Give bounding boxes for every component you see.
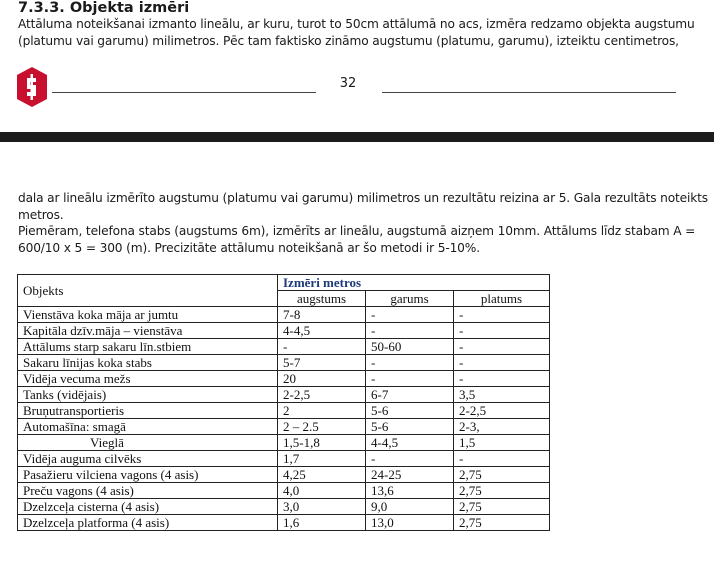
dimensions-group-header: Izmēri metros xyxy=(278,275,550,291)
length-cell: - xyxy=(366,323,454,339)
width-cell: 1,5 xyxy=(454,435,550,451)
table-row xyxy=(18,419,550,435)
object-name-cell: Preču vagons (4 asis) xyxy=(18,483,278,499)
height-cell: - xyxy=(278,339,366,355)
table-row xyxy=(18,323,550,339)
length-cell: 24-25 xyxy=(366,467,454,483)
height-cell: 4-4,5 xyxy=(278,323,366,339)
length-cell: 9,0 xyxy=(366,499,454,515)
width-cell: - xyxy=(454,371,550,387)
object-name-cell: Automašīna: smagā xyxy=(18,419,278,435)
length-column-header: garums xyxy=(366,291,454,307)
height-cell: 1,6 xyxy=(278,515,366,531)
table-row xyxy=(18,483,550,499)
width-cell: 2-3, xyxy=(454,419,550,435)
section-heading: 7.3.3. Objekta izmēri xyxy=(18,0,190,16)
height-cell: 5-7 xyxy=(278,355,366,371)
width-cell: 2-2,5 xyxy=(454,403,550,419)
length-cell: 6-7 xyxy=(366,387,454,403)
length-cell: - xyxy=(366,371,454,387)
height-column-header: augstums xyxy=(278,291,366,307)
object-name-cell: Dzelzceļa cisterna (4 asis) xyxy=(18,499,278,515)
objects-column-header: Objekts xyxy=(18,275,278,307)
length-cell: 13,0 xyxy=(366,515,454,531)
length-cell: 13,6 xyxy=(366,483,454,499)
height-cell: 4,0 xyxy=(278,483,366,499)
length-cell: - xyxy=(366,451,454,467)
intro-paragraph: Attāluma noteikšanai izmanto lineālu, ar kuru, turot to 50cm attālumā no acs, izmēra redzamo objekta augstumu (platumu vai garumu) milimetros. Pēc tam faktisko zināmo augstumu (platumu, garumu), izteiktu centimetros, xyxy=(18,17,695,48)
length-cell: - xyxy=(366,307,454,323)
example-paragraph: Piemēram, telefona stabs (augstums 6m), izmērīts ar lineālu, augstumā aizņem 10mm. Attālums līdz stabam A = 600/10 x 5 = 300 (m). Precizitāte attālumu noteikšanā ar šo metodi ir 5-10%. xyxy=(18,224,696,255)
length-cell: 5-6 xyxy=(366,403,454,419)
length-cell: 5-6 xyxy=(366,419,454,435)
header-rule-left xyxy=(52,92,316,93)
table-row xyxy=(18,403,550,419)
height-cell: 2 xyxy=(278,403,366,419)
object-dimensions-table xyxy=(17,274,550,531)
table-row xyxy=(18,355,550,371)
table-row xyxy=(18,467,550,483)
shield-logo-icon xyxy=(17,67,47,107)
length-cell: 50-60 xyxy=(366,339,454,355)
object-name-cell: Pasažieru vilciena vagons (4 asis) xyxy=(18,467,278,483)
width-cell: - xyxy=(454,355,550,371)
object-name-cell: Kapitāla dzīv.māja – vienstāva xyxy=(18,323,278,339)
object-name-cell: Tanks (vidējais) xyxy=(18,387,278,403)
page-break-bar xyxy=(0,132,714,142)
width-cell: 2,75 xyxy=(454,499,550,515)
height-cell: 7-8 xyxy=(278,307,366,323)
header-rule-right xyxy=(382,92,676,93)
width-column-header: platums xyxy=(454,291,550,307)
width-cell: 2,75 xyxy=(454,483,550,499)
object-name-cell: Attālums starp sakaru līn.stbiem xyxy=(18,339,278,355)
height-cell: 20 xyxy=(278,371,366,387)
width-cell: 2,75 xyxy=(454,467,550,483)
table-row xyxy=(18,371,550,387)
width-cell: 3,5 xyxy=(454,387,550,403)
height-cell: 2 – 2.5 xyxy=(278,419,366,435)
table-row xyxy=(18,515,550,531)
height-cell: 1,7 xyxy=(278,451,366,467)
object-name-cell: Bruņutransportieris xyxy=(18,403,278,419)
object-name-cell: Dzelzceļa platforma (4 asis) xyxy=(18,515,278,531)
table-row xyxy=(18,387,550,403)
height-cell: 1,5-1,8 xyxy=(278,435,366,451)
table-row xyxy=(18,435,550,451)
height-cell: 4,25 xyxy=(278,467,366,483)
table-row xyxy=(18,499,550,515)
object-name-cell: Vienstāva koka māja ar jumtu xyxy=(18,307,278,323)
width-cell: - xyxy=(454,451,550,467)
object-name-cell: Sakaru līnijas koka stabs xyxy=(18,355,278,371)
table-row xyxy=(18,339,550,355)
table-row xyxy=(18,307,550,323)
table-body xyxy=(18,307,550,531)
length-cell: 4-4,5 xyxy=(366,435,454,451)
width-cell: - xyxy=(454,339,550,355)
length-cell: - xyxy=(366,355,454,371)
object-name-cell: Vidēja auguma cilvēks xyxy=(18,451,278,467)
height-cell: 3,0 xyxy=(278,499,366,515)
object-name-cell: Vieglā xyxy=(18,435,278,451)
continuation-paragraph: dala ar lineālu izmērīto augstumu (platumu vai garumu) milimetros un rezultātu reizina ar 5. Gala rezultāts noteikts metros. xyxy=(18,191,708,222)
object-name-cell: Vidēja vecuma mežs xyxy=(18,371,278,387)
table-row xyxy=(18,451,550,467)
page-number: 32 xyxy=(339,76,357,91)
width-cell: - xyxy=(454,307,550,323)
height-cell: 2-2,5 xyxy=(278,387,366,403)
width-cell: 2,75 xyxy=(454,515,550,531)
width-cell: - xyxy=(454,323,550,339)
